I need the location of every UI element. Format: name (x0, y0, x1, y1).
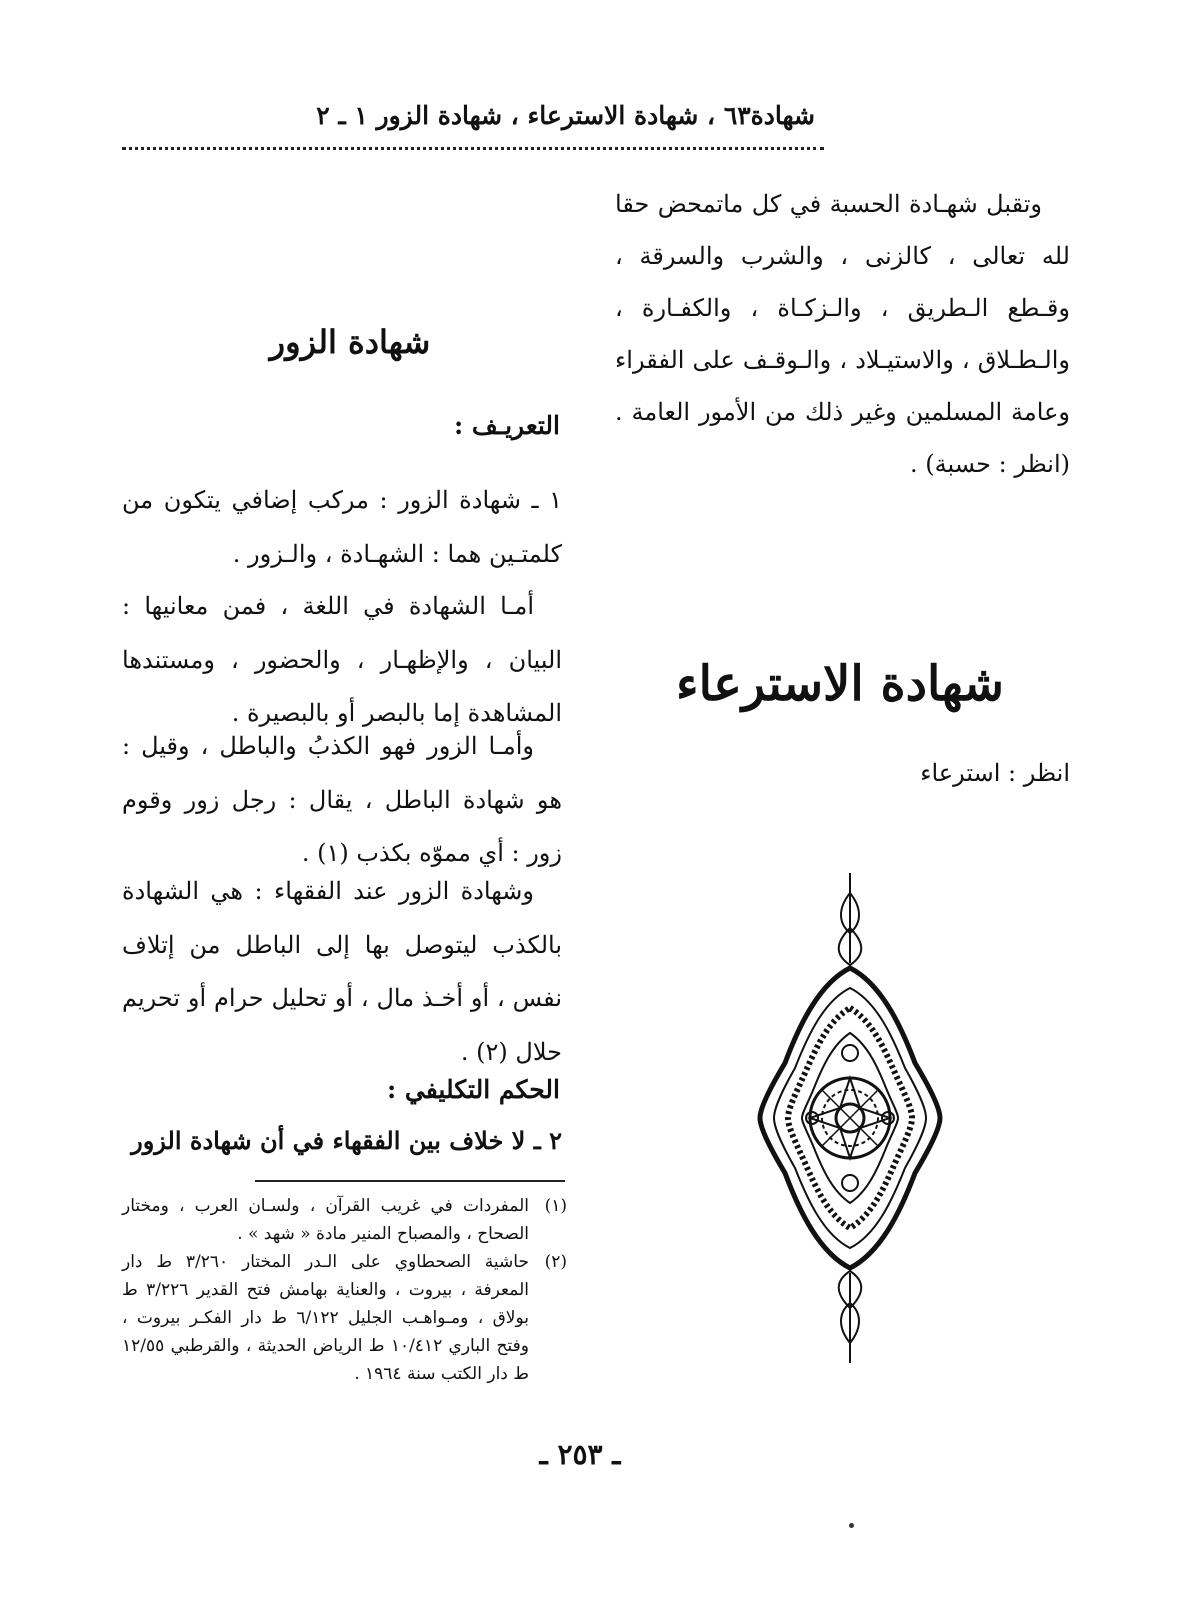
footnote-1-text: المفردات في غريب القرآن ، ولسـان العرب ، ومختار الصحاح ، والمصباح المنير مادة « شهد » . (122, 1196, 529, 1244)
footnote-2-number: (٢) (544, 1252, 567, 1272)
running-header-title: شهادة٦٣ ، شهادة الاسترعاء ، شهادة الزور ١ ـ ٢ (316, 101, 815, 130)
hisbah-testimony-paragraph: وتقبل شهـادة الحسبة في كل ماتمحض حقا لله تعالى ، كالزنى ، والشرب والسرقة ، وقـطع الـطريق ، والـزكـاة ، والكفـارة ، والـطـلاق ، والاستيـلاد ، والـوقـف على الفقراء وعامة المسلمين وغير ذلك من الأمور العامة . (انظر : حسبة) . (615, 190, 1070, 478)
false-testimony-section-title: شهادة الزور (269, 323, 431, 361)
header-dotted-rule (122, 147, 824, 150)
istiraa-section-title: شهادة الاسترعاء (676, 656, 1004, 712)
footnote-2-text: حاشية الصحطاوي على الـدر المختار ٣/٢٦٠ ط دار المعرفة ، بيروت ، والعناية بهامش فتح القدير ٣/٢٢٦ ط بولاق ، ومـواهـب الجليل ٦/١٢٢ ط دار الفكـر بيروت ، وفتح الباري ١٠/٤١٢ ط الرياض الحديثة ، والقرطبي ١٢/٥٥ ط دار الكتب سنة ١٩٦٤ . (122, 1252, 530, 1384)
definition-heading: التعريـف : (453, 411, 560, 440)
see-reference-istiraa: انظر : استرعاء (920, 759, 1070, 787)
paragraph-3-meaning-of-zur: وأمـا الزور فهو الكذبُ والباطل ، وقيل : هو شهادة الباطل ، يقال : رجل زور وقوم زور : أي مموّه بكذب (١) . (122, 732, 562, 867)
footnotes (122, 1192, 567, 1388)
paragraph-4-juristic-definition: وشهادة الزور عند الفقهاء : هي الشهادة بالكذب ليتوصل بها إلى الباطل من إتلاف نفس ، أو أخـذ مال ، أو تحليل حرام أو تحريم حلال (٢) . (122, 877, 562, 1066)
footnote-1-number: (١) (544, 1196, 567, 1216)
paragraph-2-linguistic-meaning: أمـا الشهادة في اللغة ، فمن معانيها : البيان ، والإظهـار ، والحضور ، ومستندها المشاهدة إما بالبصر أو بالبصيرة . (122, 592, 562, 727)
paragraph-5-ruling: ٢ ـ لا خلاف بين الفقهاء في أن شهادة الزور (131, 1126, 562, 1155)
footnote-1 (122, 1192, 567, 1248)
footnote-2 (122, 1248, 567, 1388)
arabesque-ornament-icon (750, 873, 950, 1363)
page-number: ـ ٢٥٣ ـ (539, 1438, 621, 1471)
legal-ruling-heading: الحكم التكليفي : (387, 1075, 560, 1104)
print-speck (849, 1523, 854, 1528)
footnote-separator (255, 1180, 565, 1182)
paragraph-1-definition: ١ ـ شهادة الزور : مركب إضافي يتكون من كلمتـين هما : الشهـادة ، والـزور . (122, 486, 562, 568)
